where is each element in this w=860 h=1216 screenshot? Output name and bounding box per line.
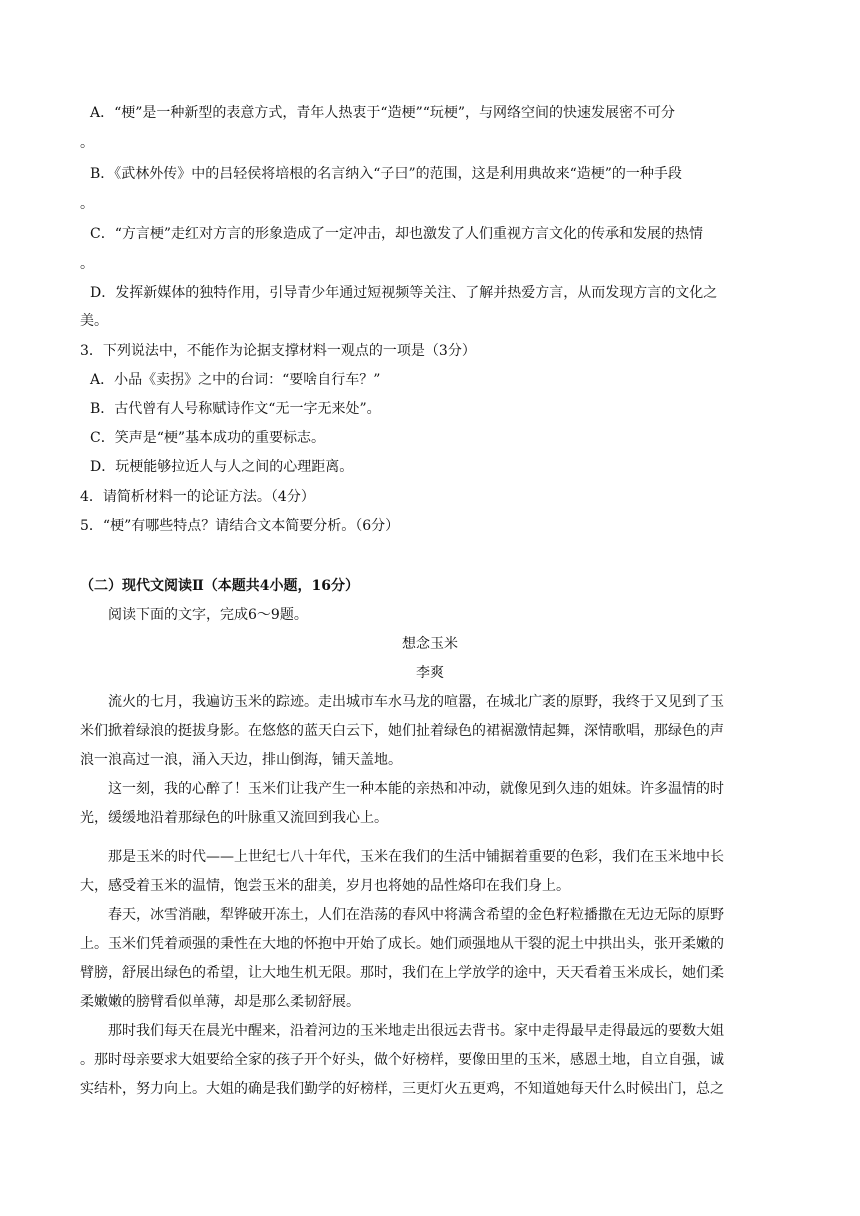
article-author: 李爽 — [416, 665, 444, 681]
article-line: 实结朴，努力向上。大姐的确是我们勤学的好榜样，三更灯火五更鸡，不知道她每天什么时候出门，总之 — [80, 1081, 724, 1097]
q2-option-d-line2: 美。 — [80, 313, 108, 329]
q3-option-c: C．笑声是“梗”基本成功的重要标志。 — [90, 430, 326, 446]
article-line: 浪一浪高过一浪，涌入天边，排山倒海，铺天盖地。 — [80, 752, 402, 768]
article-line: 上。玉米们凭着顽强的秉性在大地的怀抱中开始了成长。她们顽强地从干裂的泥土中拱出头，张开柔嫩的 — [80, 936, 724, 952]
q2-option-c-line2: 。 — [80, 256, 94, 272]
article-line: 米们掀着绿浪的挺拔身影。在悠悠的蓝天白云下，她们扯着绿色的裙裾激情起舞，深情歌唱，那绿色的声 — [80, 723, 724, 739]
q3-stem: 3．下列说法中，不能作为论据支撑材料一观点的一项是（3分） — [80, 343, 476, 359]
q2-option-d-line1: D．发挥新媒体的独特作用，引导青少年通过短视频等关注、了解并热爱方言，从而发现方言的文化之 — [90, 285, 718, 301]
article-line: 这一刻，我的心醉了！玉米们让我产生一种本能的亲热和冲动，就像见到久违的姐妹。许多温情的时 — [108, 781, 724, 797]
q3-option-a: A．小品《卖拐》之中的台词：“要啥自行车？” — [90, 372, 381, 388]
q2-option-a-line1: A．“梗”是一种新型的表意方式，青年人热衷于“造梗”“玩梗”，与网络空间的快速发展密不可分 — [90, 105, 676, 121]
article-line: 流火的七月，我遍访玉米的踪迹。走出城市车水马龙的喧嚣，在城北广袤的原野，我终于又见到了玉 — [108, 694, 724, 710]
q2-option-a-line2: 。 — [80, 135, 94, 151]
q3-option-d: D．玩梗能够拉近人与人之间的心理距离。 — [90, 459, 354, 475]
article-title: 想念玉米 — [402, 636, 458, 652]
article-line: 臂膀，舒展出绿色的希望，让大地生机无限。那时，我们在上学放学的途中，天天看着玉米成长，她们柔 — [80, 965, 724, 981]
article-line: 。那时母亲要求大姐要给全家的孩子开个好头，做个好榜样，要像田里的玉米，感恩土地，自立自强，诚 — [80, 1052, 724, 1068]
q4-text: 4．请简析材料一的论证方法。（4分） — [80, 489, 315, 505]
section2-instruction: 阅读下面的文字，完成6～9题。 — [108, 607, 308, 623]
q5-text: 5．“梗”有哪些特点？请结合文本简要分析。（6分） — [80, 518, 400, 534]
q2-option-b-line2: 。 — [80, 196, 94, 212]
article-line: 那是玉米的时代——上世纪七八十年代，玉米在我们的生活中铺据着重要的色彩，我们在玉米地中长 — [108, 849, 724, 865]
q3-option-b: B．古代曾有人号称赋诗作文“无一字无来处”。 — [90, 401, 381, 417]
section2-heading: （二）现代文阅读Ⅱ（本题共4小题，16分） — [80, 578, 360, 594]
article-line: 光，缓缓地沿着那绿色的叶脉重又流回到我心上。 — [80, 810, 388, 826]
article-line: 柔嫩嫩的膀臂看似单薄，却是那么柔韧舒展。 — [80, 994, 360, 1010]
article-line: 春天，冰雪消融，犁铧破开冻土，人们在浩荡的春风中将满含希望的金色籽粒播撒在无边无际的原野 — [108, 907, 724, 923]
q2-option-b-line1: B．《武林外传》中的吕轻侯将培根的名言纳入“子曰”的范围，这是利用典故来“造梗”的一种手段 — [90, 166, 682, 182]
q2-option-c-line1: C．“方言梗”走红对方言的形象造成了一定冲击，却也激发了人们重视方言文化的传承和发展的热情 — [90, 226, 704, 242]
article-line: 大，感受着玉米的温情，饱尝玉米的甜美，岁月也将她的品性烙印在我们身上。 — [80, 878, 570, 894]
article-line: 那时我们每天在晨光中醒来，沿着河边的玉米地走出很远去背书。家中走得最早走得最远的要数大姐 — [108, 1023, 724, 1039]
